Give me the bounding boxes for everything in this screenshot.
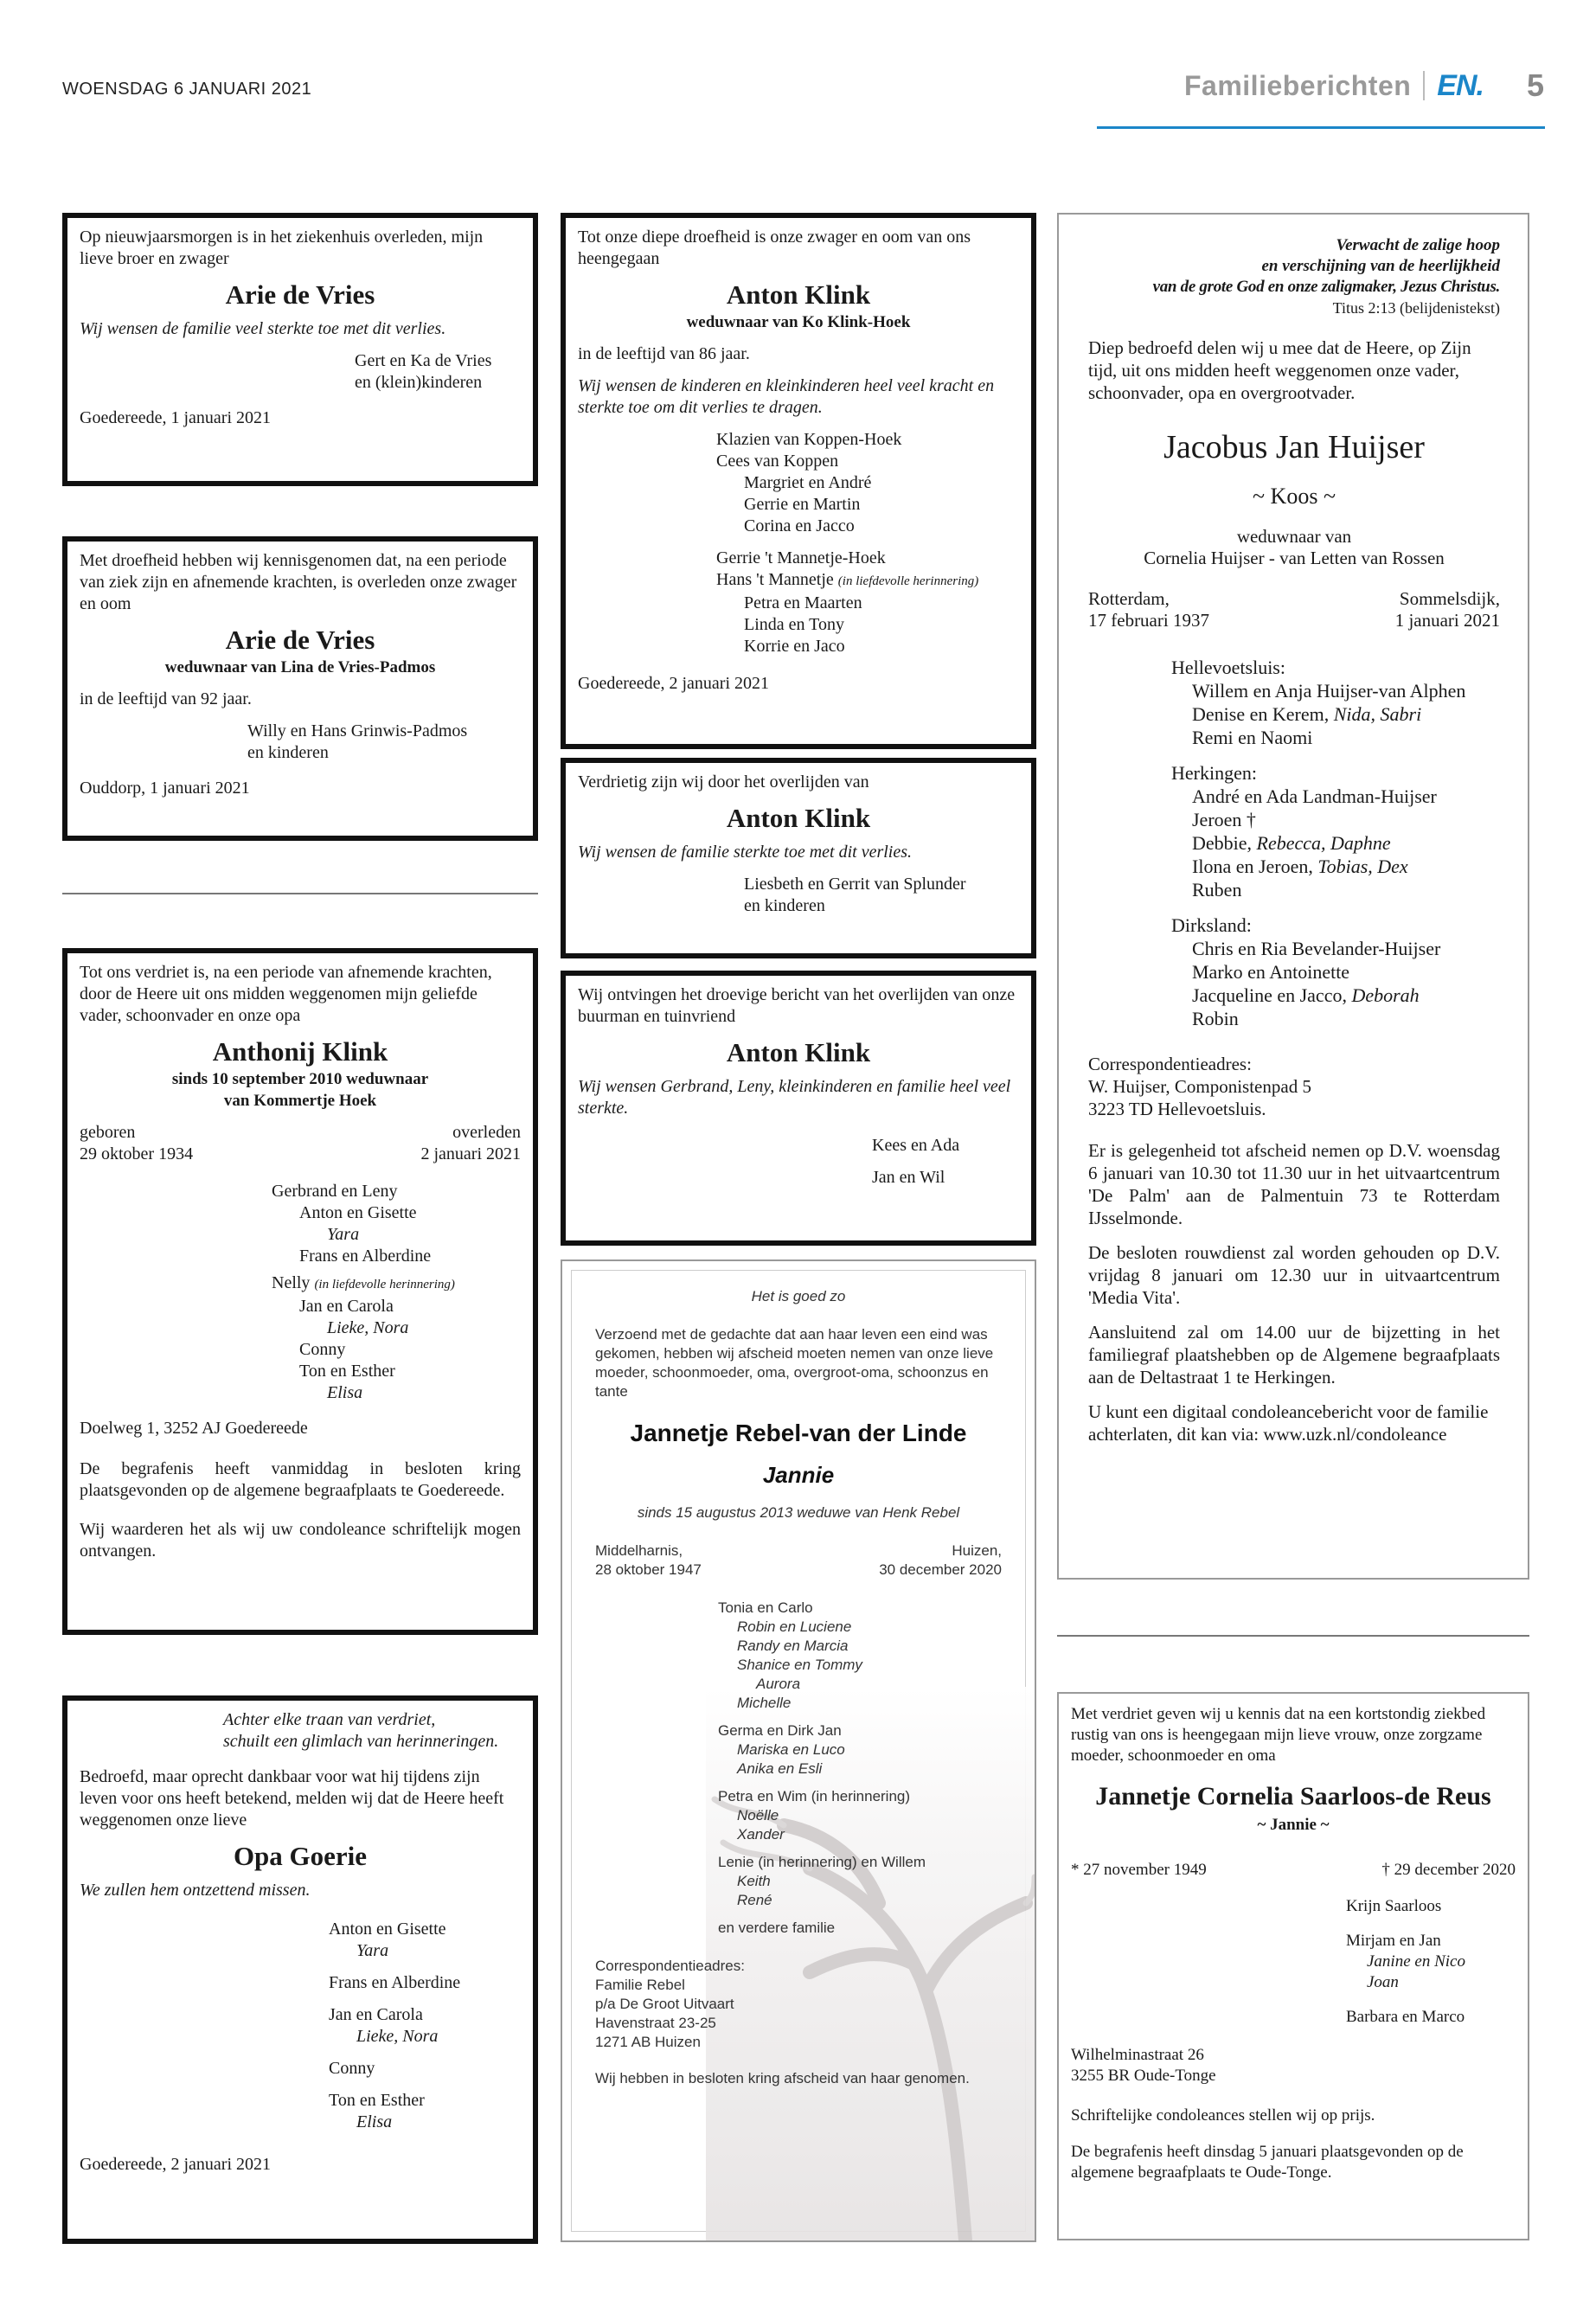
notice-place-date: Ouddorp, 1 januari 2021: [80, 779, 250, 798]
family-member: Robin: [1192, 1008, 1239, 1029]
deceased-name: Opa Goerie: [233, 1841, 368, 1871]
family-member: Conny: [329, 2059, 375, 2078]
died-date: 1 januari 2021: [1394, 610, 1500, 631]
burial-info: Aansluitend zal om 14.00 uur de bijzetting in het familiegraf plaatshebben op de Algemene begraafplaats aan de Deltastraat 1 te Herkingen.: [1088, 1322, 1500, 1388]
born-place: Middelharnis,: [595, 1542, 683, 1559]
born-place: Rotterdam,: [1088, 588, 1170, 609]
family-member: Robin en Luciene: [737, 1618, 852, 1635]
family-member: Xander: [737, 1826, 785, 1843]
notice-wish: We zullen hem ontzettend missen.: [80, 1881, 311, 1900]
family-member: Janine en Nico: [1367, 1952, 1465, 1971]
divider: [62, 893, 538, 894]
family-member: Cees van Koppen: [716, 452, 839, 471]
quote-line: Achter elke traan van verdriet,: [223, 1710, 436, 1729]
died-date: 2 januari 2021: [420, 1144, 521, 1163]
family-member: Frans en Alberdine: [299, 1247, 432, 1266]
family-member: Aurora: [756, 1676, 801, 1692]
grandchildren: Deborah: [1351, 984, 1420, 1006]
family-member: Margriet en André: [744, 473, 872, 492]
born-date: 29 oktober 1934: [80, 1144, 194, 1163]
bible-verse: en verschijning van de heerlijkheid: [1261, 257, 1500, 275]
family-member: Michelle: [737, 1695, 792, 1711]
notice-jannetje-saarloos: [1057, 1692, 1529, 2240]
notice-arie-de-vries-2: [62, 536, 538, 841]
verse-reference: Titus 2:13 (belijdenistekst): [1332, 299, 1500, 317]
family-member: Mariska en Luco: [737, 1741, 845, 1758]
en-logo: EN.: [1437, 68, 1484, 102]
farewell-info: Er is gelegenheid tot afscheid nemen op D.V. woensdag 6 januari van 10.30 tot 11.30 uur in het uitvaartcentrum 'De Palm' aan de Palmentuin 73 te Rotterdam IJsselmonde.: [1088, 1140, 1500, 1228]
family-member: Jan en Carola: [299, 1297, 394, 1316]
notice-anton-klink-1: [561, 213, 1036, 749]
family-member: Nelly: [272, 1273, 311, 1292]
signatory: Liesbeth en Gerrit van Splunder: [744, 875, 966, 894]
family-member: Mirjam en Jan: [1346, 1932, 1441, 1950]
notice-intro: Wij ontvingen het droevige bericht van het overlijden van onze buurman en tuinvriend: [578, 985, 1016, 1026]
notice-jannetje-rebel: [561, 1259, 1036, 2242]
masthead-divider: [1423, 71, 1425, 100]
deceased-nickname: ~ Jannie ~: [1257, 1816, 1330, 1834]
address-line: Wilhelminastraat 26: [1071, 2046, 1204, 2064]
deceased-nickname: Jannie: [762, 1462, 835, 1488]
family-member: Marko en Antoinette: [1192, 961, 1350, 983]
notice-intro: Met droefheid hebben wij kennisgenomen dat, na een periode van ziek zijn en afnemende krachten, is overleden onze zwager en oom: [80, 551, 517, 613]
deceased-name: Anton Klink: [726, 1037, 871, 1067]
family-member: Petra en Maarten: [744, 593, 862, 612]
notice-wish: Wij wensen de familie veel sterkte toe met dit verlies.: [80, 319, 446, 338]
notice-anton-klink-3: [561, 971, 1036, 1246]
notice-intro: Tot onze diepe droefheid is onze zwager en oom van ons heengegaan: [578, 228, 971, 268]
notice-intro: Bedroefd, maar oprecht dankbaar voor wat hij tijdens zijn leven voor ons heeft betekend, melden wij dat de Heere heeft weggenomen onze lieve: [80, 1767, 504, 1830]
family-member: Krijn Saarloos: [1346, 1897, 1442, 1915]
condolence-info: Wij waarderen het als wij uw condoleance schriftelijk mogen ontvangen.: [80, 1520, 521, 1561]
family-member: Yara: [327, 1225, 360, 1244]
deceased-subtitle: van Kommertje Hoek: [223, 1092, 377, 1110]
edition-date: WOENSDAG 6 JANUARI 2021: [62, 80, 312, 99]
family-member: Conny: [299, 1340, 346, 1359]
family-member: Corina en Jacco: [744, 516, 855, 535]
born-date: 28 oktober 1947: [595, 1561, 702, 1578]
family-member: René: [737, 1892, 772, 1908]
family-member: Noëlle: [737, 1807, 779, 1823]
family-member: Lieke, Nora: [356, 2027, 439, 2046]
family-member: Lieke, Nora: [327, 1318, 409, 1337]
family-member: Chris en Ria Bevelander-Huijser: [1192, 938, 1441, 959]
died-date: 30 december 2020: [879, 1561, 1002, 1578]
address-line: Havenstraat 23-25: [595, 2015, 716, 2031]
family-member: en verdere familie: [718, 1920, 836, 1936]
died-label: overleden: [452, 1123, 521, 1142]
masthead-rule: [1097, 126, 1545, 129]
deceased-subtitle: Cornelia Huijser - van Letten van Rossen: [1144, 548, 1445, 568]
signatory: Kees en Ada: [872, 1136, 960, 1155]
died-place: Sommelsdijk,: [1399, 588, 1500, 609]
notice-intro: Tot ons verdriet is, na een periode van afnemende krachten, door de Heere uit ons midden weggenomen mijn geliefde vader, schoonvader en onze opa: [80, 963, 492, 1025]
family-member: Gerrie 't Mannetje-Hoek: [716, 548, 886, 567]
address-line: 3255 BR Oude-Tonge: [1071, 2067, 1216, 2085]
died-date: † 29 december 2020: [1381, 1861, 1516, 1879]
born-label: geboren: [80, 1123, 136, 1142]
family-member: Anton en Gisette: [299, 1203, 417, 1222]
family-member: Hans 't Mannetje: [716, 570, 834, 589]
family-member: Debbie,: [1192, 832, 1257, 854]
family-member: Germa en Dirk Jan: [718, 1722, 842, 1739]
funeral-info: De begrafenis heeft dinsdag 5 januari plaatsgevonden op de algemene begraafplaats te Oude-Tonge.: [1071, 2143, 1464, 2182]
born-date: 17 februari 1937: [1088, 610, 1209, 631]
deceased-subtitle: sinds 10 september 2010 weduwnaar: [171, 1070, 429, 1088]
family-member: Keith: [737, 1873, 771, 1889]
page-number: 5: [1526, 67, 1544, 103]
family-member: Barbara en Marco: [1346, 2008, 1465, 2026]
family-member: Remi en Naomi: [1192, 727, 1313, 748]
family-member: Gerbrand en Leny: [272, 1182, 398, 1201]
address-line: Familie Rebel: [595, 1977, 685, 1993]
masthead: [1184, 67, 1544, 104]
signatory: Gert en Ka de Vries: [355, 351, 492, 370]
family-member: Shanice en Tommy: [737, 1657, 862, 1673]
family-member: Yara: [356, 1941, 389, 1960]
address: Doelweg 1, 3252 AJ Goedereede: [80, 1419, 308, 1438]
family-member: André en Ada Landman-Huijser: [1192, 785, 1437, 807]
family-member: Randy en Marcia: [737, 1638, 849, 1654]
family-member: Anika en Esli: [737, 1760, 823, 1777]
signatory: Jan en Wil: [872, 1168, 945, 1187]
deceased-name: Jannetje Cornelia Saarloos-de Reus: [1095, 1782, 1491, 1811]
notice-intro: Verzoend met de gedachte dat aan haar leven een eind was gekomen, hebben wij afscheid moeten nemen van onze lieve moeder, schoonmoeder, oma, overgroot-oma, schoonzus en tante: [595, 1326, 994, 1400]
signatory: Willy en Hans Grinwis-Padmos: [247, 721, 468, 740]
notice-wish: Wij wensen de kinderen en kleinkinderen heel veel kracht en sterkte toe om dit verlies te dragen.: [578, 376, 995, 417]
address-line: Correspondentieadres:: [1088, 1054, 1252, 1074]
grandchildren: Tobias, Dex: [1317, 856, 1408, 877]
family-member: Frans en Alberdine: [329, 1973, 461, 1992]
divider: [1057, 1635, 1529, 1637]
bible-verse: van de grote God en onze zaligmaker, Jezus Christus.: [1152, 278, 1500, 296]
family-member: Elisa: [356, 2112, 393, 2131]
address-line: 3223 TD Hellevoetsluis.: [1088, 1099, 1266, 1119]
family-member: Lenie (in herinnering) en Willem: [718, 1854, 926, 1870]
grandchildren: Nida, Sabri: [1333, 703, 1422, 725]
deceased-name: Jannetje Rebel-van der Linde: [630, 1420, 967, 1446]
family-member: Ilona en Jeroen,: [1192, 856, 1318, 877]
family-location: Hellevoetsluis:: [1171, 657, 1285, 678]
service-info: De besloten rouwdienst zal worden gehouden op D.V. vrijdag 8 januari om 12.30 uur in uitvaartcentrum 'Media Vita'.: [1088, 1242, 1500, 1308]
signatory: en kinderen: [744, 896, 825, 915]
signatory: en kinderen: [247, 743, 329, 762]
closing-note: Wij hebben in besloten kring afscheid van haar genomen.: [595, 2070, 970, 2086]
notice-wish: Wij wensen Gerbrand, Leny, kleinkinderen en familie heel veel sterkte.: [578, 1077, 1011, 1118]
deceased-name: Anton Klink: [726, 279, 871, 310]
family-member: Jacqueline en Jacco,: [1192, 984, 1352, 1006]
memorial-note: (in liefdevolle herinnering): [314, 1278, 455, 1292]
deceased-age: in de leeftijd van 92 jaar.: [80, 689, 252, 708]
address-line: p/a De Groot Uitvaart: [595, 1996, 734, 2012]
family-member: Elisa: [327, 1383, 363, 1402]
notice-wish: Wij wensen de familie sterkte toe met dit verlies.: [578, 843, 913, 862]
memorial-note: (in liefdevolle herinnering): [837, 574, 979, 588]
notice-anton-klink-2: [561, 758, 1036, 958]
address-line: Correspondentieadres:: [595, 1958, 745, 1974]
family-member: Linda en Tony: [744, 615, 844, 634]
condolence-info: U kunt een digitaal condoleancebericht voor de familie achterlaten, dit kan via: www.uzk.nl/condoleance: [1088, 1401, 1489, 1445]
born-date: * 27 november 1949: [1071, 1861, 1207, 1879]
deceased-subtitle: weduwnaar van: [1236, 526, 1352, 547]
family-member: Klazien van Koppen-Hoek: [716, 430, 902, 449]
deceased-name: Arie de Vries: [225, 279, 375, 310]
family-member: Denise en Kerem,: [1192, 703, 1334, 725]
deceased-subtitle: weduwnaar van Ko Klink-Hoek: [686, 313, 911, 331]
deceased-name: Jacobus Jan Huijser: [1163, 429, 1425, 465]
notice-intro: Met verdriet geven wij u kennis dat na een kortstondig ziekbed rustig van ons is heengegaan mijn lieve vrouw, onze zorgzame moeder, schoonmoeder en oma: [1071, 1705, 1486, 1765]
family-member: Tonia en Carlo: [718, 1599, 813, 1616]
family-location: Herkingen:: [1171, 762, 1257, 784]
signatory: en (klein)kinderen: [355, 373, 483, 392]
family-member: Petra en Wim (in herinnering): [718, 1788, 911, 1804]
grandchildren: Rebecca, Daphne: [1256, 832, 1391, 854]
notice-place-date: Goedereede, 1 januari 2021: [80, 408, 272, 427]
family-member: Ton en Esther: [329, 2091, 425, 2110]
notice-jacobus-huijser: [1057, 213, 1529, 1580]
funeral-info: De begrafenis heeft vanmiddag in besloten kring plaatsgevonden op de algemene begraafplaats te Goedereede.: [80, 1459, 521, 1500]
died-place: Huizen,: [952, 1542, 1002, 1559]
deceased-subtitle: sinds 15 augustus 2013 weduwe van Henk Rebel: [637, 1504, 960, 1521]
bible-verse: Verwacht de zalige hoop: [1336, 236, 1500, 254]
notice-intro: Verdrietig zijn wij door het overlijden van: [578, 772, 869, 792]
address-line: 1271 AB Huizen: [595, 2034, 701, 2050]
notice-opa-goerie: [62, 1695, 538, 2244]
family-member: Jeroen †: [1192, 809, 1256, 830]
family-member: Ton en Esther: [299, 1362, 395, 1381]
family-member: Jan en Carola: [329, 2005, 423, 2024]
quote-line: schuilt een glimlach van herinneringen.: [223, 1732, 499, 1751]
deceased-name: Anton Klink: [726, 803, 871, 833]
notice-intro: Op nieuwjaarsmorgen is in het ziekenhuis overleden, mijn lieve broer en zwager: [80, 228, 484, 268]
deceased-nickname: ~ Koos ~: [1252, 484, 1336, 509]
notice-intro: Diep bedroefd delen wij u mee dat de Heere, op Zijn tijd, uit ons midden heeft weggenomen onze vader, schoonvader, opa en overgrootvader.: [1088, 337, 1471, 403]
family-member: Gerrie en Martin: [744, 495, 861, 514]
family-member: Willem en Anja Huijser-van Alphen: [1192, 680, 1466, 702]
family-member: Anton en Gisette: [329, 1920, 446, 1939]
deceased-age: in de leeftijd van 86 jaar.: [578, 344, 750, 363]
address-line: W. Huijser, Componistenpad 5: [1088, 1076, 1311, 1097]
notice-anthonij-klink: [62, 948, 538, 1635]
family-location: Dirksland:: [1171, 914, 1252, 936]
deceased-subtitle: weduwnaar van Lina de Vries-Padmos: [164, 658, 436, 676]
notice-place-date: Goedereede, 2 januari 2021: [80, 2155, 272, 2174]
family-member: Korrie en Jaco: [744, 637, 845, 656]
family-member: Joan: [1367, 1973, 1399, 1991]
motto: Het is goed zo: [751, 1288, 846, 1304]
section-title: Familieberichten: [1183, 69, 1412, 101]
family-member: Ruben: [1192, 879, 1242, 901]
notice-arie-de-vries-1: [62, 213, 538, 486]
condolence-info: Schriftelijke condoleances stellen wij op prijs.: [1071, 2106, 1375, 2125]
notice-place-date: Goedereede, 2 januari 2021: [578, 674, 770, 693]
deceased-name: Arie de Vries: [225, 625, 375, 655]
deceased-name: Anthonij Klink: [212, 1036, 388, 1067]
